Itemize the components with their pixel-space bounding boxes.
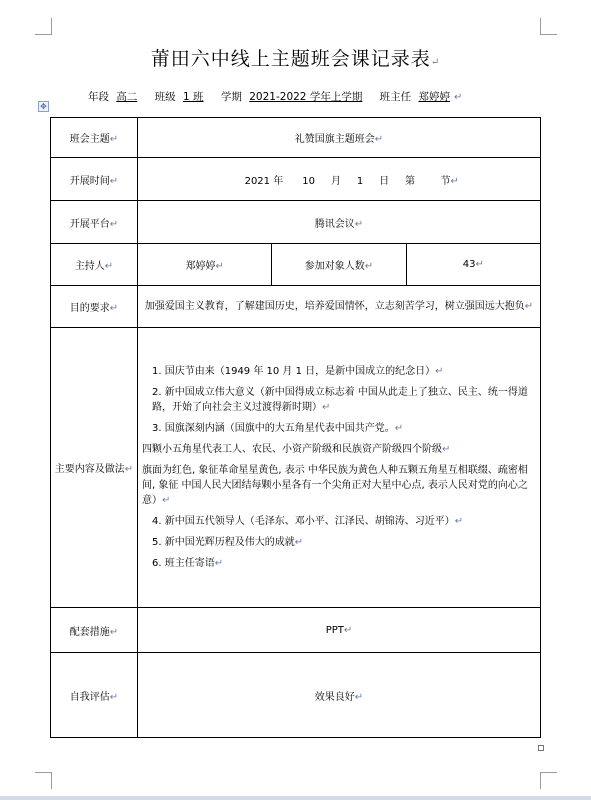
crop-mark-bottom-right (540, 772, 557, 789)
page-title[interactable]: 莆田六中线上主题班会课记录表↵ (150, 48, 441, 70)
theme-label[interactable]: 班会主题↵ (51, 118, 138, 158)
content-item[interactable]: 5. 新中国光辉历程及伟大的成就↵ (152, 537, 304, 548)
content-item[interactable]: 4. 新中国五代领导人（毛泽东、邓小平、江泽民、胡锦涛、习近平）↵ (152, 516, 464, 527)
term-value[interactable]: 2021-2022 学年上学期 (249, 91, 363, 103)
content-item[interactable]: 旗面为红色, 象征革命星星黄色, 表示 中华民族为黄色人种五颗五角星互相联缀、疏密相间, 象征 中国人民大团结每颗小星各有一个尖角正对大星中心点, 表示人民对党的向心之意）↵ (142, 465, 528, 506)
host-value[interactable]: 郑婷婷↵ (138, 244, 272, 286)
row-time (51, 158, 541, 201)
participant-count-value[interactable]: 43↵ (406, 244, 540, 286)
header-info-line[interactable]: 年段 高二 班级 1 班 学期 2021-2022 学年上学期 班主任 郑婷婷 ↵ (88, 91, 463, 103)
content-value[interactable] (138, 328, 541, 608)
row-theme (51, 118, 541, 158)
content-item[interactable]: 3. 国旗深刻内涵（国旗中的大五角星代表中国共产党。↵ (152, 423, 404, 434)
participant-count-label[interactable]: 参加对象人数↵ (272, 244, 406, 286)
class-value[interactable]: 1 班 (183, 91, 204, 103)
content-item[interactable]: 2. 新中国成立伟大意义（新中国得成立标志着 中国从此走上了独立、民主、统一得道路，开始了向社会主义过渡得新时期）↵ (152, 387, 528, 413)
host-label[interactable]: 主持人↵ (51, 244, 138, 286)
evaluation-label[interactable]: 自我评估↵ (51, 653, 138, 738)
evaluation-value[interactable]: 效果良好↵ (138, 653, 541, 738)
row-evaluation (51, 653, 541, 738)
measures-value[interactable]: PPT↵ (138, 608, 541, 653)
row-host (51, 244, 541, 286)
row-content (51, 328, 541, 608)
goal-value[interactable]: 加强爱国主义教育，了解建国历史，培养爱国情怀，立志刻苦学习，树立强国远大抱负↵ (138, 286, 541, 328)
grade-label: 年段 (88, 91, 109, 103)
goal-label[interactable]: 目的要求↵ (51, 286, 138, 328)
content-item[interactable]: 1. 国庆节由来（1949 年 10 月 1 日，是新中国成立的纪念日）↵ (152, 366, 444, 377)
measures-label[interactable]: 配套措施↵ (51, 608, 138, 653)
row-goal (51, 286, 541, 328)
crop-mark-bottom-left (35, 772, 52, 789)
grade-value[interactable]: 高二 (116, 91, 138, 103)
table-move-handle-icon[interactable]: ✥ (38, 101, 49, 112)
teacher-label: 班主任 (379, 91, 412, 103)
row-platform (51, 201, 541, 244)
record-table (50, 117, 541, 738)
time-label[interactable]: 开展时间↵ (51, 158, 138, 201)
teacher-value[interactable]: 郑婷婷 (418, 91, 451, 103)
crop-mark-top-left (35, 18, 52, 35)
platform-value[interactable]: 腾讯会议↵ (138, 201, 541, 244)
platform-label[interactable]: 开展平台↵ (51, 201, 138, 244)
class-label: 班级 (154, 91, 176, 103)
row-measures (51, 608, 541, 653)
term-label: 学期 (220, 91, 242, 103)
content-item[interactable]: 四颗小五角星代表工人、农民、小资产阶级和民族资产阶级四个阶级↵ (142, 444, 451, 455)
table-resize-handle[interactable] (538, 745, 544, 751)
crop-mark-top-right (540, 18, 557, 35)
theme-value[interactable]: 礼赞国旗主题班会↵ (138, 118, 541, 158)
content-item[interactable]: 6. 班主任寄语↵ (152, 558, 224, 569)
time-value[interactable]: 2021 年 10 月 1 日 第 节↵ (138, 158, 541, 201)
window-bottom-edge (0, 796, 591, 800)
content-label[interactable]: 主要内容及做法↵ (51, 328, 138, 608)
